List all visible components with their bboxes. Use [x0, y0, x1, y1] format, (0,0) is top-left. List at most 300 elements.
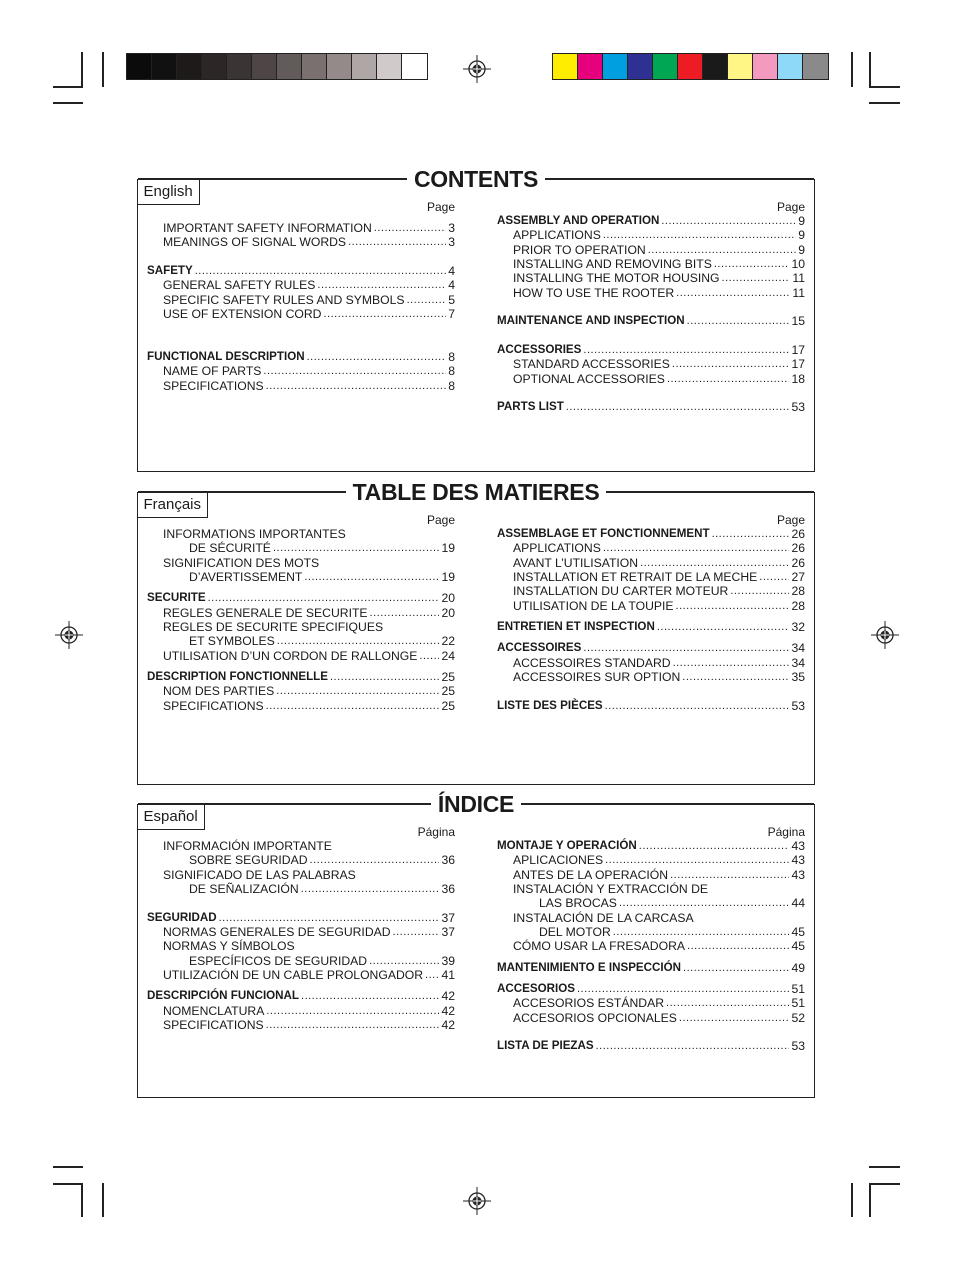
toc-heading-entry	[497, 214, 805, 228]
color-swatch	[227, 54, 252, 79]
toc-entry-label: INFORMACIÓN IMPORTANTE	[163, 839, 332, 853]
dot-leader	[583, 641, 789, 655]
toc-entry	[497, 584, 805, 598]
color-swatch	[152, 54, 177, 79]
toc-entry	[497, 853, 805, 867]
toc-page-number: 34	[791, 641, 805, 656]
dot-leader	[407, 293, 447, 307]
toc-heading-entry	[147, 350, 455, 364]
toc-heading-entry	[497, 641, 805, 655]
section-title: TABLE DES MATIERES	[346, 478, 607, 506]
dot-leader	[730, 584, 789, 598]
dot-leader	[676, 286, 790, 300]
dot-leader	[301, 989, 439, 1003]
color-swatch	[703, 54, 728, 79]
dot-leader	[374, 221, 446, 235]
toc-entry-label: ASSEMBLY AND OPERATION	[497, 214, 660, 227]
toc-entry-label: PRIOR TO OPERATION	[513, 242, 646, 257]
toc-entry	[147, 527, 455, 541]
dot-leader	[277, 634, 440, 648]
contents-french-section	[137, 479, 815, 785]
dot-leader	[682, 670, 789, 684]
toc-entry	[147, 307, 455, 321]
contents-spanish-section	[137, 791, 815, 1098]
crop-mark	[81, 1183, 83, 1217]
toc-page-number: 5	[448, 292, 455, 307]
dot-leader	[266, 379, 447, 393]
toc-entry	[147, 1004, 455, 1018]
toc-entry	[147, 606, 455, 620]
toc-right-column	[497, 513, 805, 713]
toc-entry	[497, 896, 805, 910]
toc-entry	[147, 939, 455, 953]
toc-page-number: 26	[791, 527, 805, 541]
toc-entry-label: OPTIONAL ACCESSORIES	[513, 371, 665, 386]
toc-entry	[147, 882, 455, 896]
page-column-header: Page	[776, 200, 805, 214]
crop-mark	[851, 52, 853, 87]
page-column-header: Page	[426, 513, 455, 527]
toc-entry-label: MAINTENANCE AND INSPECTION	[497, 314, 685, 328]
toc-entry-label: DESCRIPCIÓN FUNCIONAL	[147, 989, 300, 1003]
toc-entry-label: UTILIZACIÓN DE UN CABLE PROLONGADOR	[163, 968, 424, 983]
toc-entry	[147, 364, 455, 378]
toc-entry-label: NORMAS Y SÍMBOLOS	[163, 939, 295, 954]
crop-mark	[53, 1183, 83, 1185]
toc-entry-label: SOBRE SEGURIDAD	[189, 853, 308, 868]
dot-leader	[301, 882, 440, 896]
toc-page-number: 4	[448, 264, 455, 279]
toc-entry-label: NOM DES PARTIES	[163, 684, 275, 699]
toc-heading-entry	[147, 264, 455, 278]
toc-entry-label: MANTENIMIENTO E INSPECCIÓN	[497, 960, 682, 974]
crop-mark	[81, 52, 83, 87]
color-swatch	[753, 54, 778, 79]
toc-entry	[147, 235, 455, 249]
color-swatch	[177, 54, 202, 79]
section-title: ÍNDICE	[431, 790, 521, 818]
toc-entry-label: APPLICATIONS	[513, 228, 601, 243]
dot-leader	[348, 235, 446, 249]
color-swatch	[653, 54, 678, 79]
color-swatch	[127, 54, 152, 79]
toc-entry	[497, 670, 805, 684]
toc-page-number: 44	[791, 896, 805, 911]
toc-page-number: 28	[791, 598, 805, 613]
crop-mark	[53, 102, 83, 104]
toc-entry-label: SEGURIDAD	[147, 910, 217, 924]
toc-page-number: 17	[791, 357, 805, 372]
toc-page-number: 17	[791, 343, 805, 358]
page-column-header: Page	[776, 513, 805, 527]
toc-page-number: 3	[448, 221, 455, 235]
toc-entry	[497, 243, 805, 257]
dot-leader	[304, 570, 439, 584]
registration-mark-icon	[462, 1186, 492, 1216]
toc-entry-label: ET SYMBOLES	[189, 634, 275, 649]
toc-page-number: 19	[441, 541, 455, 556]
toc-entry-label: SPECIFICATIONS	[163, 698, 264, 713]
toc-heading-entry	[497, 527, 805, 541]
toc-entry-label: APPLICATIONS	[513, 541, 601, 556]
toc-page-number: 53	[791, 400, 805, 415]
toc-heading-entry	[497, 982, 805, 996]
toc-entry-label: NOMENCLATURA	[163, 1003, 265, 1018]
toc-entry-label: SAFETY	[147, 264, 193, 278]
toc-heading-entry	[497, 620, 805, 634]
toc-entry	[147, 1018, 455, 1032]
dot-leader	[577, 982, 789, 996]
toc-entry	[147, 541, 455, 555]
dot-leader	[722, 271, 791, 285]
dot-leader	[266, 1004, 439, 1018]
dot-leader	[307, 350, 447, 364]
toc-entry-label: ACCESSOIRES SUR OPTION	[513, 670, 681, 685]
toc-entry-label: LISTA DE PIEZAS	[497, 1039, 594, 1053]
dot-leader	[640, 556, 789, 570]
toc-entry	[497, 911, 805, 925]
toc-page-number: 19	[441, 570, 455, 585]
toc-entry-label: MONTAJE Y OPERACIÓN	[497, 839, 637, 852]
toc-page-number: 43	[791, 853, 805, 868]
toc-entry-label: REGLES GENERALE DE SECURITE	[163, 605, 368, 620]
dot-leader	[208, 591, 440, 605]
toc-entry-label: ACCESSOIRES	[497, 641, 582, 655]
toc-entry-label: SECURITE	[147, 591, 206, 605]
toc-left-column	[147, 200, 455, 393]
crop-mark	[102, 52, 104, 87]
toc-page-number: 41	[441, 968, 455, 983]
toc-heading-entry	[497, 699, 805, 713]
color-swatch	[277, 54, 302, 79]
toc-page-number: 28	[791, 584, 805, 599]
toc-entry	[497, 656, 805, 670]
dot-leader	[639, 839, 790, 853]
toc-page-number: 36	[441, 882, 455, 897]
toc-entry	[147, 379, 455, 393]
toc-entry-label: CÓMO USAR LA FRESADORA	[513, 939, 686, 954]
color-swatch	[578, 54, 603, 79]
color-swatch	[327, 54, 352, 79]
toc-entry	[147, 699, 455, 713]
dot-leader	[714, 257, 790, 271]
toc-entry-label: ACCESORIOS ESTÁNDAR	[513, 996, 665, 1011]
toc-entry-label: REGLES DE SECURITE SPECIFIQUES	[163, 620, 384, 635]
toc-entry-label: SPECIFICATIONS	[163, 378, 264, 393]
toc-entry-label: INSTALLING THE MOTOR HOUSING	[513, 271, 720, 286]
color-swatch	[553, 54, 578, 79]
toc-entry	[147, 649, 455, 663]
toc-page-number: 25	[441, 698, 455, 713]
toc-page-number: 49	[791, 960, 805, 975]
toc-entry-label: SIGNIFICATION DES MOTS	[163, 555, 320, 570]
color-swatch	[377, 54, 402, 79]
crop-mark	[53, 86, 83, 88]
registration-mark-icon	[870, 620, 900, 650]
toc-entry-label: IMPORTANT SAFETY INFORMATION	[163, 221, 372, 235]
toc-entry	[497, 286, 805, 300]
toc-page-number: 25	[441, 670, 455, 685]
toc-page-number: 52	[791, 1010, 805, 1025]
crop-mark	[869, 1183, 900, 1185]
crop-mark	[851, 1183, 853, 1217]
toc-entry	[497, 939, 805, 953]
toc-page-number: 26	[791, 541, 805, 556]
color-swatch	[778, 54, 803, 79]
toc-page-number: 18	[791, 371, 805, 386]
contents-english-section	[137, 166, 815, 472]
toc-entry-label: DESCRIPTION FONCTIONNELLE	[147, 670, 328, 684]
toc-entry	[497, 228, 805, 242]
dot-leader	[673, 656, 790, 670]
language-label: Español	[137, 804, 205, 830]
dot-leader	[195, 264, 446, 278]
toc-page-number: 8	[448, 378, 455, 393]
dot-leader	[425, 968, 439, 982]
dot-leader	[323, 307, 446, 321]
dot-leader	[676, 599, 790, 613]
color-swatch	[302, 54, 327, 79]
toc-entry	[147, 634, 455, 648]
toc-entry-label: LAS BROCAS	[539, 896, 617, 911]
dot-leader	[687, 939, 789, 953]
dot-leader	[263, 364, 446, 378]
dot-leader	[276, 684, 439, 698]
dot-leader	[666, 996, 789, 1010]
toc-page-number: 45	[791, 939, 805, 954]
toc-entry	[147, 278, 455, 292]
toc-entry-label: GENERAL SAFETY RULES	[163, 278, 316, 293]
toc-entry-label: SPECIFICATIONS	[163, 1018, 264, 1033]
dot-leader	[712, 527, 790, 541]
toc-page-number: 37	[441, 925, 455, 940]
toc-entry-label: INFORMATIONS IMPORTANTES	[163, 527, 346, 541]
toc-entry-label: APLICACIONES	[513, 853, 604, 868]
color-swatch	[603, 54, 628, 79]
toc-entry-label: AVANT L’UTILISATION	[513, 555, 639, 570]
color-swatch	[678, 54, 703, 79]
toc-page-number: 53	[791, 1039, 805, 1054]
toc-page-number: 32	[791, 620, 805, 635]
crop-mark	[869, 102, 900, 104]
toc-entry	[497, 1011, 805, 1025]
crop-mark	[869, 1166, 900, 1168]
toc-entry-label: MEANINGS OF SIGNAL WORDS	[163, 235, 347, 250]
toc-entry-label: INSTALLATION DU CARTER MOTEUR	[513, 584, 729, 599]
toc-heading-entry	[497, 1039, 805, 1053]
toc-entry-label: ACCESORIOS	[497, 982, 575, 996]
toc-heading-entry	[147, 670, 455, 684]
toc-entry-label: ANTES DE LA OPERACIÓN	[513, 867, 669, 882]
toc-page-number: 45	[791, 925, 805, 940]
dot-leader	[619, 896, 790, 910]
toc-entry	[497, 271, 805, 285]
dot-leader	[219, 911, 440, 925]
toc-page-number: 42	[441, 989, 455, 1004]
dot-leader	[266, 1018, 440, 1032]
toc-page-number: 51	[791, 982, 805, 997]
toc-entry-label: SIGNIFICADO DE LAS PALABRAS	[163, 867, 356, 882]
color-swatch	[728, 54, 753, 79]
page-column-header: Página	[417, 825, 455, 839]
toc-entry-label: INSTALLATION ET RETRAIT DE LA MECHE	[513, 570, 758, 585]
dot-leader	[605, 853, 789, 867]
dot-leader	[613, 925, 790, 939]
toc-page-number: 11	[792, 285, 805, 300]
crop-mark	[869, 1183, 871, 1217]
toc-page-number: 34	[791, 655, 805, 670]
toc-entry	[497, 599, 805, 613]
color-swatch	[803, 54, 828, 79]
toc-entry-label: DE SEÑALIZACIÓN	[189, 882, 299, 897]
toc-page-number: 37	[441, 910, 455, 925]
dot-leader	[657, 620, 790, 634]
dot-leader	[672, 357, 790, 371]
toc-entry	[147, 221, 455, 235]
toc-page-number: 53	[791, 698, 805, 713]
toc-page-number: 27	[791, 570, 805, 585]
toc-entry	[497, 541, 805, 555]
toc-heading-entry	[497, 400, 805, 414]
dot-leader	[566, 400, 790, 414]
toc-entry	[147, 556, 455, 570]
toc-heading-entry	[147, 911, 455, 925]
registration-mark-icon	[54, 620, 84, 650]
toc-right-column	[497, 825, 805, 1054]
dot-leader	[369, 954, 439, 968]
dot-leader	[648, 243, 796, 257]
page-column-header: Page	[426, 200, 455, 214]
toc-page-number: 51	[791, 996, 805, 1011]
toc-entry-label: DE SÉCURITÉ	[189, 541, 271, 556]
color-calibration-bar	[552, 53, 829, 80]
toc-entry	[497, 882, 805, 896]
crop-mark	[869, 52, 871, 87]
toc-entry	[147, 868, 455, 882]
toc-entry	[497, 570, 805, 584]
dot-leader	[759, 570, 789, 584]
toc-entry-label: ACCESSOIRES STANDARD	[513, 655, 671, 670]
toc-page-number: 24	[441, 648, 455, 663]
toc-page-number: 36	[441, 853, 455, 868]
toc-left-column	[147, 513, 455, 713]
toc-page-number: 9	[798, 242, 805, 257]
toc-page-number: 42	[441, 1018, 455, 1033]
toc-entry-label: PARTS LIST	[497, 400, 564, 414]
toc-entry	[497, 357, 805, 371]
dot-leader	[330, 670, 439, 684]
toc-entry-label: INSTALLING AND REMOVING BITS	[513, 257, 712, 272]
toc-entry	[497, 868, 805, 882]
toc-left-column	[147, 825, 455, 1032]
toc-entry-label: HOW TO USE THE ROOTER	[513, 285, 675, 300]
registration-mark-icon	[462, 54, 492, 84]
dot-leader	[393, 925, 440, 939]
toc-heading-entry	[497, 961, 805, 975]
toc-heading-entry	[497, 314, 805, 328]
toc-entry-label: D’AVERTISSEMENT	[189, 570, 303, 585]
toc-page-number: 9	[798, 214, 805, 228]
dot-leader	[596, 1039, 790, 1053]
dot-leader	[603, 228, 796, 242]
toc-entry	[497, 996, 805, 1010]
toc-page-number: 15	[791, 314, 805, 329]
language-label: English	[137, 179, 200, 205]
toc-page-number: 35	[791, 670, 805, 685]
toc-entry	[147, 853, 455, 867]
section-title: CONTENTS	[407, 165, 545, 193]
dot-leader	[273, 541, 439, 555]
color-swatch	[202, 54, 227, 79]
toc-entry	[147, 620, 455, 634]
toc-page-number: 3	[448, 235, 455, 250]
toc-entry-label: INSTALACIÓN DE LA CARCASA	[513, 910, 694, 925]
toc-entry-label: ESPECÍFICOS DE SEGURIDAD	[189, 953, 368, 968]
toc-page-number: 39	[441, 953, 455, 968]
toc-heading-entry	[147, 989, 455, 1003]
toc-right-column	[497, 200, 805, 415]
color-swatch	[252, 54, 277, 79]
dot-leader	[679, 1011, 790, 1025]
language-label: Français	[137, 492, 209, 518]
dot-leader	[605, 699, 790, 713]
toc-entry	[147, 570, 455, 584]
toc-page-number: 7	[448, 307, 455, 322]
toc-entry-label: NAME OF PARTS	[163, 364, 262, 379]
toc-page-number: 20	[441, 591, 455, 606]
toc-page-number: 43	[791, 867, 805, 882]
toc-entry-label: LISTE DES PIÈCES	[497, 698, 603, 712]
toc-entry-label: DEL MOTOR	[539, 925, 611, 940]
dot-leader	[667, 372, 790, 386]
toc-entry	[497, 372, 805, 386]
toc-entry	[497, 925, 805, 939]
toc-heading-entry	[497, 839, 805, 853]
toc-entry-label: STANDARD ACCESSORIES	[513, 357, 670, 372]
toc-entry-label: ACCESSORIES	[497, 343, 582, 357]
toc-entry	[147, 293, 455, 307]
toc-entry	[147, 954, 455, 968]
color-swatch	[402, 54, 427, 79]
toc-entry	[147, 839, 455, 853]
dot-leader	[583, 343, 789, 357]
toc-entry-label: FUNCTIONAL DESCRIPTION	[147, 350, 305, 364]
toc-entry	[147, 968, 455, 982]
toc-page-number: 4	[448, 278, 455, 293]
toc-entry	[497, 257, 805, 271]
toc-page-number: 8	[448, 350, 455, 365]
toc-entry-label: UTILISATION DE LA TOUPIE	[513, 598, 674, 613]
crop-mark	[53, 1166, 83, 1168]
dot-leader	[266, 699, 440, 713]
toc-page-number: 22	[441, 634, 455, 649]
toc-heading-entry	[497, 343, 805, 357]
dot-leader	[419, 649, 439, 663]
toc-entry-label: ACCESORIOS OPCIONALES	[513, 1010, 677, 1025]
toc-entry-label: USE OF EXTENSION CORD	[163, 307, 322, 322]
crop-mark	[102, 1183, 104, 1217]
toc-entry-label: UTILISATION D’UN CORDON DE RALLONGE	[163, 648, 418, 663]
toc-page-number: 9	[798, 228, 805, 243]
toc-entry-label: SPECIFIC SAFETY RULES AND SYMBOLS	[163, 292, 405, 307]
dot-leader	[317, 278, 446, 292]
color-swatch	[628, 54, 653, 79]
crop-mark	[869, 86, 900, 88]
toc-entry	[497, 556, 805, 570]
dot-leader	[310, 853, 440, 867]
toc-page-number: 42	[441, 1003, 455, 1018]
toc-page-number: 43	[791, 839, 805, 853]
